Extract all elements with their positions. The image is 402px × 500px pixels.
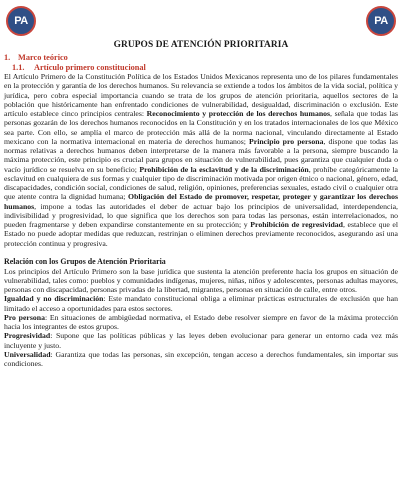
intro-paragraph xyxy=(4,72,398,248)
logo-left-text: PA xyxy=(14,15,28,27)
intro-text-6: , establece que el Estado no puede adoptar medidas que reduzcan, restrinjan o eliminen derechos previamente reconocidos, asegurando así una protección continua y progresiva. xyxy=(4,220,398,248)
section-number: 1. xyxy=(4,53,11,62)
intro-text-2: , señala que todas las personas gozarán de los derechos humanos reconocidos en la Constitución y en los tratados internacionales de los que México sea parte. Con ello, se amplía el marco de protección más allá de la norma nacional, vinculando directamente al Estado mexicano con la normativa internacional en materia de derechos humanos; xyxy=(4,109,398,146)
intro-bold-2: Principio pro persona xyxy=(249,136,324,146)
pro-persona-text: : En situaciones de ambigüedad normativa, el Estado debe resolver siempre en favor de la máxima protección hacia los integrantes de estos grupos. xyxy=(4,312,398,332)
section-heading-1 xyxy=(4,53,398,63)
pro-persona-label: Pro persona xyxy=(4,312,45,322)
progresividad-paragraph xyxy=(4,331,398,350)
relation-heading: Relación con los Grupos de Atención Prioritaria xyxy=(4,256,166,266)
logo-right-text: PA xyxy=(374,15,388,27)
igualdad-text: : Este mandato constitucional obliga a eliminar prácticas estructurales de exclusión que han limitado el acceso a oportunidades para estos sectores. xyxy=(4,294,398,313)
igualdad-paragraph xyxy=(4,294,398,313)
page-title: GRUPOS DE ATENCIÓN PRIORITARIA xyxy=(113,40,289,50)
intro-bold-3: Prohibición de la esclavitud y de la discriminación xyxy=(139,164,309,174)
document-page xyxy=(4,40,398,368)
universalidad-paragraph xyxy=(4,350,398,369)
universalidad-text: : Garantiza que todas las personas, sin excepción, tengan acceso a derechos fundamentales, sin importar sus condiciones. xyxy=(4,349,398,369)
pro-persona-paragraph xyxy=(4,313,398,332)
intro-bold-5: Prohibición de regresividad xyxy=(250,220,343,230)
intro-text-3: , dispone que todas las normas relativas a derechos humanos deben interpretarse de la manera más favorable a la persona, siempre buscando la máxima protección, este principio es crucial para grupos en situación de vulnerabilidad, pues garantiza que cualquier duda o vacío jurídico se resuelva en su beneficio; xyxy=(4,136,398,174)
intro-text-4: , prohíbe categóricamente la esclavitud en cualquiera de sus formas y cualquier tipo de discriminación motivada por origen étnico o nacional, género, edad, discapacidades, condición social, condiciones de salud, religión, opiniones, preferencias sexuales, estado civil o cualquier otra que atente contra la dignidad humana; xyxy=(4,164,398,202)
progresividad-text: : Supone que las políticas públicas y las leyes deben evolucionar para generar un entorno cada vez más incluyente y justo. xyxy=(4,331,398,350)
progresividad-label: Progresividad xyxy=(4,331,51,341)
intro-bold-1: Reconocimiento y protección de los derechos humanos xyxy=(146,109,331,119)
logo-right xyxy=(366,6,396,36)
subsection-number: 1.1. xyxy=(12,62,25,72)
subsection-label: Artículo primero constitucional xyxy=(34,62,146,72)
relation-paragraph: Los principios del Artículo Primero son la base jurídica que sustenta la atención preferente hacia los grupos en situación de vulnerabilidad, tales como: pueblos y comunidades indígenas, mujeres, niñas, niños y adolescentes, personas adultas mayores, personas con discapacidad, personas privadas de la libertad, migrantes, personas en situación de calle, entre otros. xyxy=(4,266,398,295)
igualdad-label: Igualdad y no discriminación xyxy=(4,294,104,304)
section-label: Marco teórico xyxy=(18,53,68,62)
intro-bold-4: Obligación del Estado de promover, respetar, proteger y garantizar los derechos humanos xyxy=(4,192,398,211)
intro-text-5: , impone a todas las autoridades el deber de actuar bajo los principios de universalidad, interdependencia, indivisibilidad y progresividad, lo que significa que los derechos son para todas las personas, están interrelacionados, no pueden fragmentarse y deben expandirse constantemente en su protección; y xyxy=(4,201,398,230)
intro-text-1: El Artículo Primero de la Constitución Política de los Estados Unidos Mexicanos representa uno de los pilares fundamentales en la protección y garantía de los derechos humanos. Su relevancia se extiende a todos los ámbitos de la vida social, política y jurídica, pero cobra especial importancia cuando se trata de los grupos de atención prioritaria, aquellos sectores de la población que históricamente han enfrentado condiciones de vulnerabilidad, desigualdad, discriminación o exclusión. Este artículo establece cinco principios centrales: xyxy=(4,72,398,119)
section-heading-1-1 xyxy=(4,63,398,73)
paragraph-gap xyxy=(4,248,398,257)
universalidad-label: Universalidad xyxy=(4,349,51,359)
logo-left xyxy=(6,6,36,36)
